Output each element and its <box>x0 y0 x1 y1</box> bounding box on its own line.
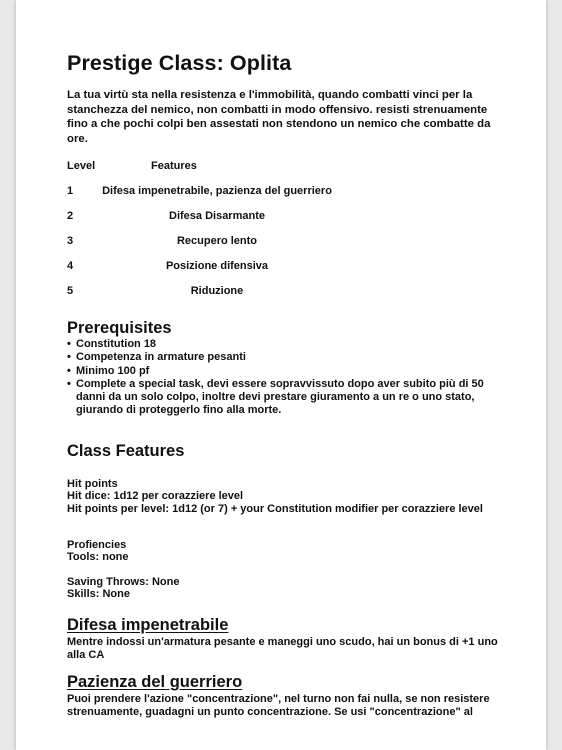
difesa-impenetrabile-section <box>67 615 507 663</box>
skills-text: Skills: None <box>67 588 130 601</box>
proficiencies-block <box>67 539 507 601</box>
prerequisites-heading: Prerequisites <box>67 319 172 337</box>
level-cell: 1 <box>67 185 74 197</box>
difesa-impenetrabile-heading: Difesa impenetrabile <box>67 615 229 634</box>
document-page <box>16 0 546 750</box>
page-title: Prestige Class: Oplita <box>67 51 292 75</box>
pazienza-del-guerriero-section <box>67 672 507 720</box>
prerequisites-section <box>67 318 507 418</box>
level-cell: 4 <box>67 260 74 272</box>
pazienza-del-guerriero-text: Puoi prendere l'azione "concentrazione", nel turno non fai nulla, se non resistere strenuamente, guadagni un punto concentrazione. Se usi "concentrazione" al <box>67 692 490 719</box>
feature-cell: Riduzione <box>190 285 244 297</box>
class-features-section <box>67 441 507 601</box>
features-header: Features <box>151 160 197 172</box>
feature-cell: Difesa Disarmante <box>169 210 265 222</box>
hit-points-block <box>67 478 507 516</box>
table-row <box>67 184 507 209</box>
tools-text: Tools: none <box>67 551 129 564</box>
feature-cell: Recupero lento <box>176 235 258 247</box>
saving-throws-text: Saving Throws: None <box>67 575 180 588</box>
table-row <box>67 259 507 284</box>
level-cell: 5 <box>67 285 74 297</box>
list-item: • Complete a special task, devi essere sopravvissuto dopo aver subito più di 50 danni da un solo colpo, inoltre devi prestare giuramento a un re o uno stato, giurando di proteggerlo fino alla morte. <box>67 378 507 418</box>
hit-points-per-level-text: Hit points per level: 1d12 (or 7) + your Constitution modifier per corazziere level <box>67 502 483 515</box>
level-cell: 2 <box>67 210 74 222</box>
feature-cell: Difesa impenetrabile, pazienza del guerriero <box>102 185 332 197</box>
difesa-impenetrabile-text: Mentre indossi un'armatura pesante e maneggi uno scudo, hai un bonus di +1 uno alla CA <box>67 635 498 662</box>
pazienza-del-guerriero-heading: Pazienza del guerriero <box>67 672 243 691</box>
prerequisites-list <box>67 338 507 418</box>
proficiencies-label: Profiencies <box>67 538 127 551</box>
list-item: • Minimo 100 pf <box>67 365 507 378</box>
feature-cell: Posizione difensiva <box>165 260 269 272</box>
hit-dice-text: Hit dice: 1d12 per corazziere level <box>67 490 244 503</box>
table-row <box>67 234 507 259</box>
table-header <box>67 159 507 184</box>
table-row <box>67 209 507 234</box>
document-content <box>67 50 507 720</box>
level-cell: 3 <box>67 235 74 247</box>
class-features-heading: Class Features <box>67 441 185 460</box>
list-item: • Competenza in armature pesanti <box>67 351 507 364</box>
list-item: • Constitution 18 <box>67 338 507 351</box>
hit-points-label: Hit points <box>67 477 118 490</box>
level-table <box>67 159 507 309</box>
table-row <box>67 284 507 309</box>
intro-paragraph: La tua virtù sta nella resistenza e l'immobilità, quando combatti vinci per la stanchezza del nemico, non combatti in modo offensivo. resisti strenuamente fino a che pochi colpi ben assestati non stendono un nemico che combatte da ore. <box>67 89 491 145</box>
level-header: Level <box>67 160 96 172</box>
